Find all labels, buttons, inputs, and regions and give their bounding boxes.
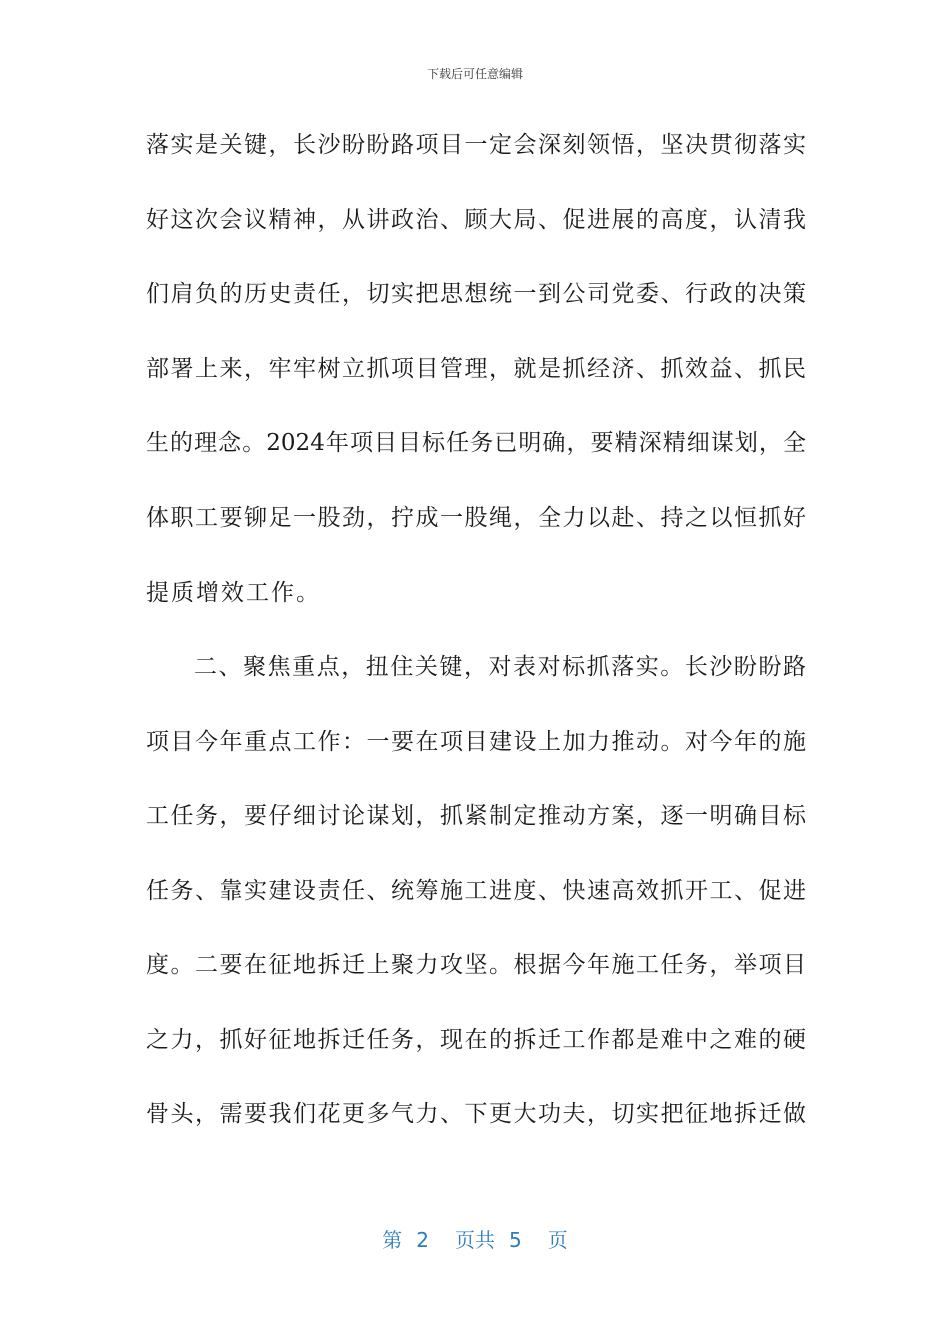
body-line-3: 们肩负的历史责任，切实把思想统一到公司党委、行政的决策 (146, 281, 806, 307)
body-line-4: 部署上来，牢牢树立抓项目管理，就是抓经济、抓效益、抓民 (146, 356, 806, 382)
footer-current-page: 2 (416, 1228, 429, 1252)
footer-total-pages: 5 (509, 1228, 522, 1252)
body-line-7: 提质增效工作。 (146, 580, 321, 606)
body-line-9: 项目今年重点工作：一要在项目建设上加力推动。对今年的施 (146, 729, 806, 755)
body-line-10: 工任务，要仔细讨论谋划，抓紧制定推动方案，逐一明确目标 (146, 803, 806, 829)
body-line-14: 骨头，需要我们花更多气力、下更大功夫，切实把征地拆迁做 (146, 1101, 806, 1127)
section-heading-line: 二、聚焦重点，扭住关键，对表对标抓落实。长沙盼盼路 (194, 654, 806, 680)
body-line-2: 好这次会议精神，从讲政治、顾大局、促进展的高度，认清我 (146, 207, 806, 233)
footer-label-page: 第 (382, 1228, 403, 1252)
page-header-note: 下载后可任意编辑 (426, 67, 523, 81)
body-line-13: 之力，抓好征地拆迁任务，现在的拆迁工作都是难中之难的硬 (146, 1027, 806, 1053)
footer-label-end: 页 (547, 1228, 568, 1252)
body-line-5: 生的理念。2024年项目目标任务已明确，要精深精细谋划，全 (146, 430, 806, 456)
body-line-1: 落实是关键，长沙盼盼路项目一定会深刻领悟，坚决贯彻落实 (146, 132, 806, 158)
page-footer (0, 1226, 950, 1254)
body-line-6: 体职工要铆足一股劲，拧成一股绳，全力以赴、持之以恒抓好 (146, 505, 806, 531)
footer-label-of: 页共 (455, 1228, 495, 1252)
body-line-12: 度。二要在征地拆迁上聚力攻坚。根据今年施工任务，举项目 (146, 952, 806, 978)
body-line-11: 任务、靠实建设责任、统筹施工进度、快速高效抓开工、促进 (146, 878, 806, 904)
